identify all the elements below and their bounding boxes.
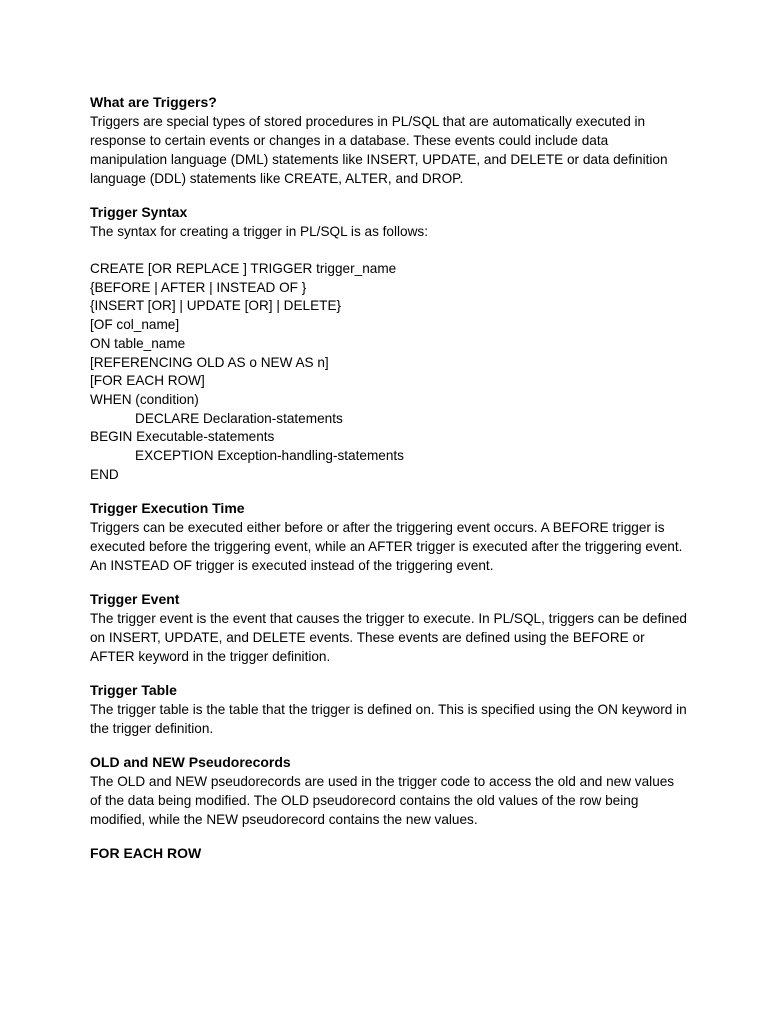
- code-line: [OF col_name]: [90, 317, 180, 333]
- code-line: WHEN (condition): [90, 391, 199, 407]
- section-heading: OLD and NEW Pseudorecords: [90, 754, 291, 771]
- code-line: ON table_name: [90, 335, 186, 351]
- code-line: [REFERENCING OLD AS o NEW AS n]: [90, 354, 329, 370]
- section-heading: What are Triggers?: [90, 94, 217, 110]
- section-old-and-new-pseudorecords: [90, 753, 688, 829]
- section-trigger-execution-time: [90, 499, 688, 575]
- code-line: CREATE [OR REPLACE ] TRIGGER trigger_name: [90, 261, 397, 276]
- code-line: BEGIN Executable-statements: [90, 429, 275, 445]
- section-paragraph: The OLD and NEW pseudorecords are used in the trigger code to access the old and new values of the data being modified. The OLD pseudorecord contains the old values of the row being modified, while the NEW pseudorecord contains the new values.: [90, 774, 675, 828]
- section-for-each-row: [90, 844, 688, 863]
- syntax-code-block: [90, 260, 688, 484]
- code-line: {BEFORE | AFTER | INSTEAD OF }: [90, 279, 307, 295]
- section-what-are-triggers: [90, 93, 688, 188]
- section-heading: Trigger Execution Time: [90, 500, 245, 517]
- section-paragraph: The syntax for creating a trigger in PL/SQL is as follows:: [90, 224, 428, 239]
- section-heading: Trigger Syntax: [90, 204, 188, 220]
- code-line: DECLARE Declaration-statements: [135, 410, 343, 426]
- section-paragraph: Triggers are special types of stored procedures in PL/SQL that are automatically executed in response to certain events or changes in a database. These events could include data manipulation language (DML) statements like INSERT, UPDATE, and DELETE or data definition language (DDL) statements like CREATE, ALTER, and DROP.: [90, 114, 668, 186]
- section-paragraph: The trigger event is the event that causes the trigger to execute. In PL/SQL, triggers can be defined on INSERT, UPDATE, and DELETE events. These events are defined using the BEFORE or AFTER keyword in the trigger definition.: [90, 611, 687, 665]
- code-line: EXCEPTION Exception-handling-statements: [135, 448, 404, 464]
- section-trigger-syntax: [90, 203, 688, 484]
- section-trigger-table: [90, 681, 688, 738]
- section-paragraph: The trigger table is the table that the trigger is defined on. This is specified using the ON keyword in the trigger definition.: [90, 702, 687, 737]
- section-heading: FOR EACH ROW: [90, 845, 202, 862]
- code-line: {INSERT [OR] | UPDATE [OR] | DELETE}: [90, 298, 342, 314]
- code-line: END: [90, 466, 119, 482]
- section-trigger-event: [90, 590, 688, 666]
- section-heading: Trigger Event: [90, 591, 180, 608]
- section-heading: Trigger Table: [90, 682, 177, 699]
- code-line: [FOR EACH ROW]: [90, 373, 205, 389]
- section-paragraph: Triggers can be executed either before or after the triggering event occurs. A BEFORE trigger is executed before the triggering event, while an AFTER trigger is executed after the triggering event. An INSTEAD OF trigger is executed instead of the triggering event.: [90, 520, 683, 574]
